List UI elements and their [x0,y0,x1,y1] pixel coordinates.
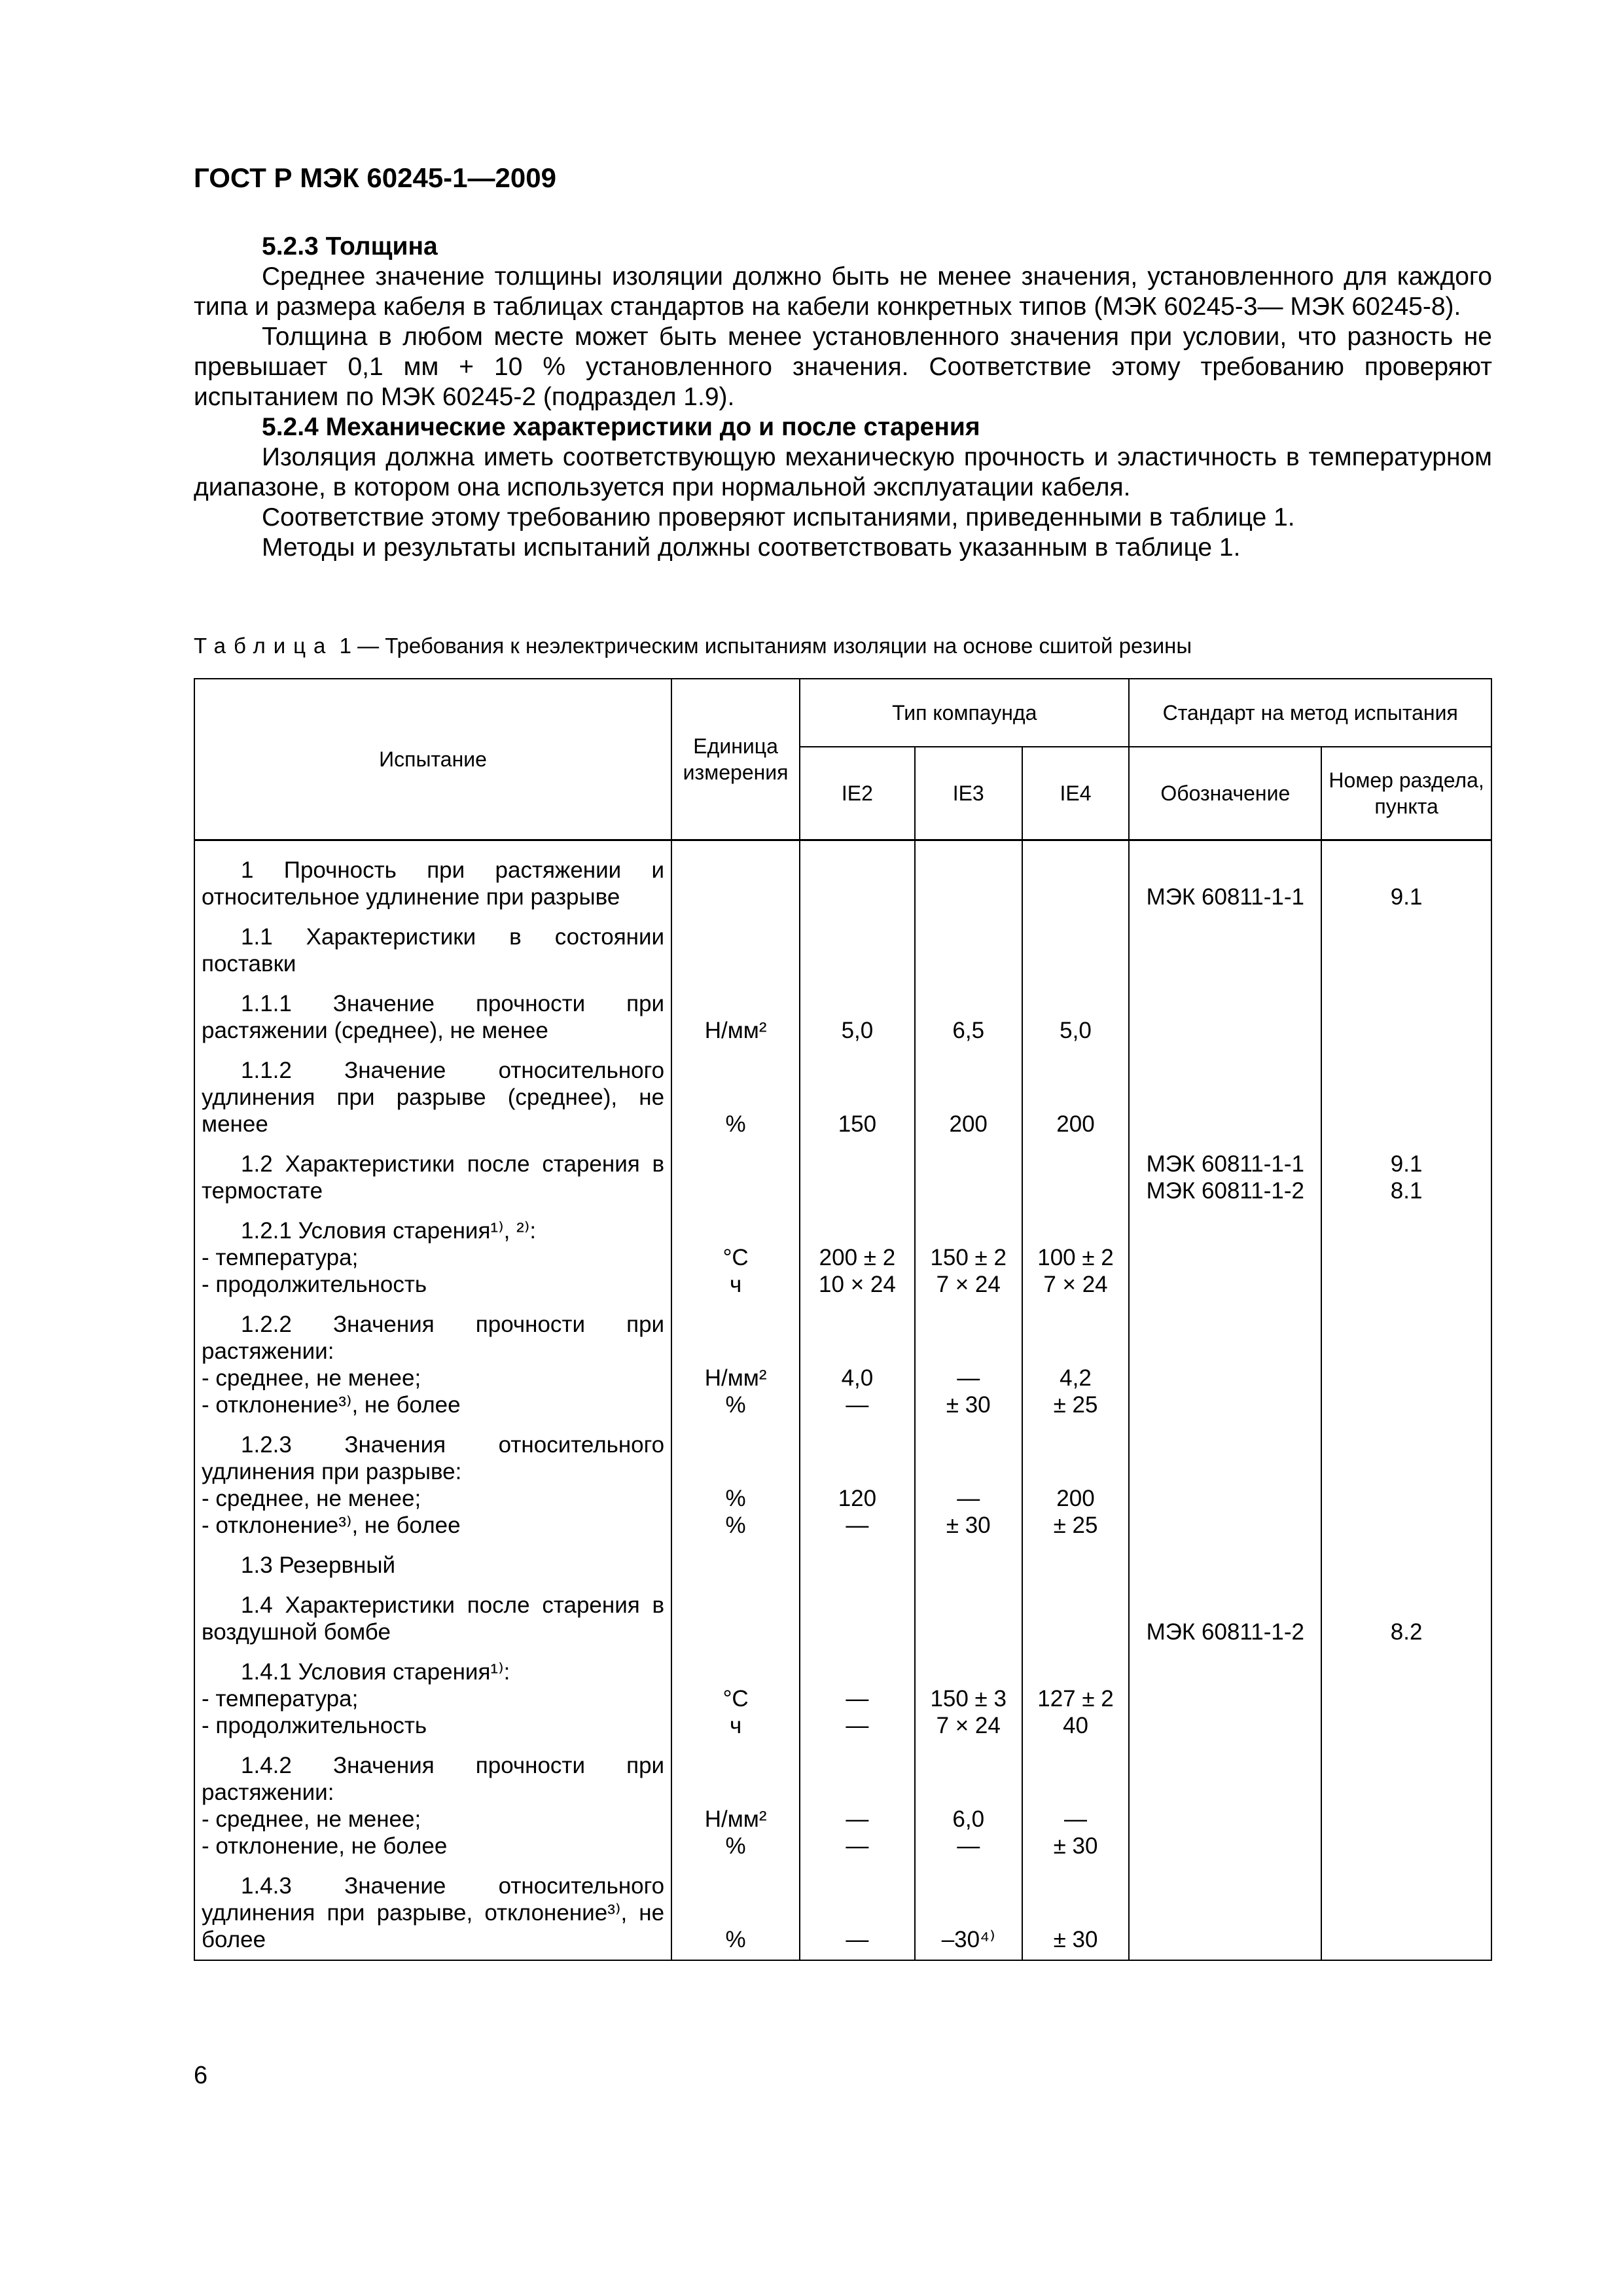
cell-ie2 [800,1304,915,1425]
cell-value: ч [729,1713,742,1738]
cell-value: ± 30 [946,1513,991,1538]
cell-ie3 [915,1050,1022,1144]
paragraph: Методы и результаты испытаний должны соответствовать указанным в таблице 1. [262,533,1241,562]
cell-line: - продолжительность [202,1272,427,1297]
cell-value: — [846,1686,869,1712]
cell-std [1129,1545,1321,1585]
document-header: ГОСТ Р МЭК 60245-1—2009 [194,162,556,193]
cell-value: 6,0 [952,1806,985,1832]
table-row [194,1211,1491,1304]
cell-value: 5,0 [841,1018,874,1043]
cell-ie2 [800,1866,915,1960]
table-caption [194,634,1192,658]
cell-value: 127 ± 2 [1037,1686,1114,1712]
cell-test [194,1545,671,1585]
cell-value: 4,0 [841,1365,874,1391]
cell-std [1129,1585,1321,1652]
cell-test [194,1304,671,1425]
cell-value: 8.1 [1390,1178,1423,1204]
section-heading: 5.2.3 Толщина [262,232,438,260]
cell-value: Н/мм² [704,1018,767,1043]
table-row [194,840,1491,918]
cell-ie3 [915,1585,1022,1652]
cell-ie3 [915,1304,1022,1425]
cell-test [194,1585,671,1652]
table-caption-text: 1 — Требования к неэлектрическим испытаниям изоляции на основе сшитой резины [339,634,1192,658]
paragraph: Изоляция должна иметь соответствующую механическую прочность и эластичность в температурном диапазоне, в котором она используется при нормальной эксплуатации кабеля. [194,443,1492,501]
cell-line: - среднее, не менее; [202,1486,421,1511]
cell-ie2 [800,1746,915,1866]
cell-value: % [725,1486,746,1511]
cell-std [1129,1050,1321,1144]
header-compound: Тип компаунда [800,679,1129,747]
cell-line: 1.4 Характеристики после старения в воздушной бомбе [202,1592,665,1645]
cell-value: Н/мм² [704,1365,767,1391]
cell-sec [1321,1585,1491,1652]
cell-value: 100 ± 2 [1037,1245,1114,1270]
cell-std [1129,1211,1321,1304]
cell-value: МЭК 60811-1-2 [1146,1178,1304,1204]
cell-unit [671,1144,800,1211]
cell-value: — [846,1927,869,1952]
cell-std [1129,1144,1321,1211]
cell-line: 1.2.1 Условия старения¹⁾, ²⁾: [241,1218,537,1244]
cell-ie2 [800,1050,915,1144]
cell-sec [1321,1304,1491,1425]
cell-sec [1321,984,1491,1050]
cell-test [194,984,671,1050]
cell-ie2 [800,1425,915,1545]
table-row [194,1866,1491,1960]
table-body [194,840,1491,1961]
cell-value: МЭК 60811-1-1 [1146,884,1304,910]
cell-ie2 [800,840,915,918]
cell-value: ± 25 [1053,1392,1098,1418]
cell-line: 1.2.3 Значения относительного удлинения при разрыве: [202,1432,665,1484]
cell-unit [671,1746,800,1866]
cell-sec [1321,1050,1491,1144]
cell-unit [671,1545,800,1585]
cell-std [1129,984,1321,1050]
cell-std [1129,1304,1321,1425]
table-caption-label: Таблица [194,634,334,658]
cell-ie2 [800,1144,915,1211]
cell-test [194,1144,671,1211]
cell-ie2 [800,984,915,1050]
cell-value: — [846,1806,869,1832]
cell-ie3 [915,984,1022,1050]
cell-ie2 [800,917,915,984]
cell-sec [1321,1425,1491,1545]
cell-value: 4,2 [1060,1365,1092,1391]
cell-value: % [725,1833,746,1859]
cell-unit [671,917,800,984]
cell-std [1129,1425,1321,1545]
cell-ie3 [915,840,1022,918]
cell-sec [1321,917,1491,984]
cell-value: 150 [838,1111,877,1137]
cell-line: - продолжительность [202,1713,427,1738]
cell-value: 7 × 24 [1043,1272,1108,1297]
cell-line: - среднее, не менее; [202,1806,421,1832]
cell-unit [671,1304,800,1425]
cell-value: — [846,1513,869,1538]
cell-std [1129,1652,1321,1746]
paragraph: Среднее значение толщины изоляции должно быть не менее значения, установленного для каждого типа и размера кабеля в таблицах стандартов на кабели конкретных типов (МЭК 60245-3— МЭК 60245-8). [194,262,1492,321]
cell-line: 1.2 Характеристики после старения в термостате [202,1151,665,1204]
cell-line: - температура; [202,1245,359,1270]
cell-ie4 [1022,1652,1130,1746]
paragraph: Соответствие этому требованию проверяют испытаниями, приведенными в таблице 1. [262,503,1295,531]
cell-ie3 [915,1866,1022,1960]
cell-test [194,1211,671,1304]
cell-ie4 [1022,1304,1130,1425]
cell-value: — [1064,1806,1087,1832]
cell-test [194,1652,671,1746]
header-ie2: IE2 [800,747,915,840]
cell-ie4 [1022,1425,1130,1545]
cell-value: 7 × 24 [936,1713,1001,1738]
cell-unit [671,1050,800,1144]
cell-value: 200 [949,1111,988,1137]
cell-ie2 [800,1585,915,1652]
cell-value: 6,5 [952,1018,985,1043]
table-row [194,1304,1491,1425]
cell-value: ± 30 [1053,1927,1098,1952]
table-row [194,1585,1491,1652]
cell-value: % [725,1927,746,1952]
table-row [194,1545,1491,1585]
cell-line: 1.1.2 Значение относительного удлинения при разрыве (среднее), не менее [202,1058,665,1137]
table-row [194,917,1491,984]
cell-ie4 [1022,1585,1130,1652]
cell-value: 8.2 [1390,1619,1423,1645]
cell-value: ± 25 [1053,1513,1098,1538]
page-number: 6 [194,2062,208,2089]
cell-test [194,840,671,918]
cell-sec [1321,840,1491,918]
cell-std [1129,1866,1321,1960]
cell-value: °С [722,1245,749,1270]
cell-sec [1321,1545,1491,1585]
cell-std [1129,840,1321,918]
cell-line: 1.1 Характеристики в состоянии поставки [202,924,665,977]
cell-value: % [725,1513,746,1538]
paragraph: Толщина в любом месте может быть менее установленного значения при условии, что разность не превышает 0,1 мм + 10 % установленного значения. Соответствие этому требованию проверяют испытанием по МЭК 60245-2 (подраздел 1.9). [194,323,1492,411]
cell-line: - отклонение³⁾, не более [202,1513,461,1538]
table-row [194,1050,1491,1144]
cell-ie4 [1022,1545,1130,1585]
cell-line: 1 Прочность при растяжении и относительное удлинение при разрыве [202,857,665,910]
cell-value: — [846,1392,869,1418]
cell-unit [671,1585,800,1652]
cell-ie3 [915,1211,1022,1304]
cell-value: — [846,1713,869,1738]
cell-ie4 [1022,840,1130,918]
cell-unit [671,1425,800,1545]
cell-ie3 [915,1652,1022,1746]
cell-ie4 [1022,1746,1130,1866]
cell-test [194,1425,671,1545]
cell-value: 10 × 24 [819,1272,896,1297]
cell-line: 1.1.1 Значение прочности при растяжении (среднее), не менее [202,991,665,1043]
cell-std [1129,1746,1321,1866]
cell-ie3 [915,1545,1022,1585]
header-designation: Обозначение [1129,747,1321,840]
header-ie4: IE4 [1022,747,1130,840]
cell-line: 1.3 Резервный [241,1552,396,1578]
cell-ie4 [1022,1866,1130,1960]
cell-ie4 [1022,917,1130,984]
cell-value: 150 ± 2 [930,1245,1007,1270]
cell-sec [1321,1211,1491,1304]
header-standard: Стандарт на метод испытания [1129,679,1491,747]
header-ie3: IE3 [915,747,1022,840]
cell-value: % [725,1392,746,1418]
cell-unit [671,1211,800,1304]
cell-line: 1.2.2 Значения прочности при растяжении: [202,1312,665,1364]
cell-value: 200 ± 2 [819,1245,896,1270]
cell-value: — [957,1833,980,1859]
cell-line: 1.4.3 Значение относительного удлинения при разрыве, отклонение³⁾, не более [202,1873,665,1952]
cell-value: –30⁴⁾ [941,1927,995,1952]
table-row [194,1746,1491,1866]
section-heading: 5.2.4 Механические характеристики до и после старения [262,413,980,441]
cell-value: 5,0 [1060,1018,1092,1043]
cell-unit [671,1866,800,1960]
cell-line: 1.4.2 Значения прочности при растяжении: [202,1753,665,1805]
cell-value: 120 [838,1486,877,1511]
cell-line: - отклонение³⁾, не более [202,1392,461,1418]
cell-value: — [957,1486,980,1511]
table-row [194,1652,1491,1746]
cell-ie4 [1022,1050,1130,1144]
cell-std [1129,917,1321,984]
cell-sec [1321,1652,1491,1746]
cell-test [194,1866,671,1960]
body-text [194,232,1492,563]
cell-unit [671,840,800,918]
cell-ie4 [1022,1211,1130,1304]
cell-value: 40 [1063,1713,1088,1738]
cell-line: - среднее, не менее; [202,1365,421,1391]
cell-value: 150 ± 3 [930,1686,1007,1712]
cell-sec [1321,1144,1491,1211]
cell-test [194,917,671,984]
cell-value: 7 × 24 [936,1272,1001,1297]
cell-value: Н/мм² [704,1806,767,1832]
table-row [194,984,1491,1050]
cell-value: МЭК 60811-1-1 [1146,1151,1304,1177]
cell-test [194,1746,671,1866]
cell-value: — [846,1833,869,1859]
header-unit: Единица измерения [671,679,800,840]
header-test: Испытание [194,679,671,840]
cell-ie2 [800,1545,915,1585]
header-section: Номер раздела, пункта [1321,747,1491,840]
cell-ie4 [1022,984,1130,1050]
cell-value: ± 30 [946,1392,991,1418]
table-row [194,1425,1491,1545]
cell-unit [671,1652,800,1746]
cell-value: % [725,1111,746,1137]
cell-test [194,1050,671,1144]
cell-ie3 [915,1425,1022,1545]
cell-ie4 [1022,1144,1130,1211]
cell-value: ± 30 [1053,1833,1098,1859]
cell-value: МЭК 60811-1-2 [1146,1619,1304,1645]
cell-value: °С [722,1686,749,1712]
cell-line: - отклонение, не более [202,1833,448,1859]
requirements-table [194,678,1492,1961]
cell-ie3 [915,1746,1022,1866]
cell-value: 9.1 [1390,884,1423,910]
cell-ie3 [915,1144,1022,1211]
cell-value: — [957,1365,980,1391]
cell-ie2 [800,1652,915,1746]
cell-value: ч [729,1272,742,1297]
cell-unit [671,984,800,1050]
cell-line: 1.4.1 Условия старения¹⁾: [241,1659,510,1685]
cell-sec [1321,1746,1491,1866]
cell-line: - температура; [202,1686,359,1712]
cell-ie3 [915,917,1022,984]
cell-value: 200 [1056,1486,1095,1511]
table-row [194,1144,1491,1211]
cell-sec [1321,1866,1491,1960]
cell-ie2 [800,1211,915,1304]
cell-value: 200 [1056,1111,1095,1137]
cell-value: 9.1 [1390,1151,1423,1177]
